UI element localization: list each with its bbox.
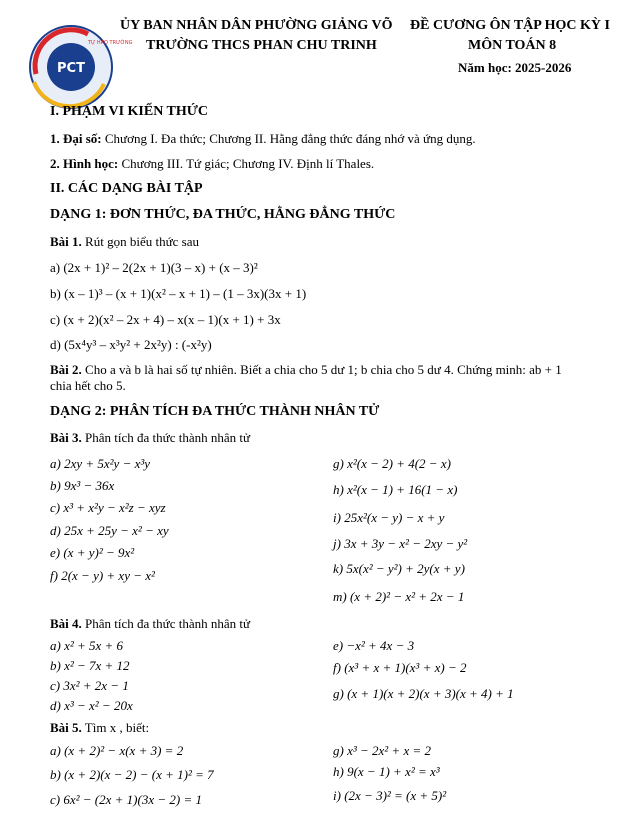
ex3-item: j) 3x + 3y − x² − 2xy − y²	[333, 536, 468, 551]
geometry-label: 2. Hình học:	[50, 156, 119, 171]
ex5-text: Tìm x , biết:	[81, 720, 150, 735]
ex3-item: d) 25x + 25y − x² − xy	[50, 523, 169, 538]
ex2-text: Cho a và b là hai số tự nhiên. Biết a chia cho 5 dư 1; b chia cho 5 dư 4. Chứng minh: ab + 1	[81, 362, 562, 377]
ex4-item: c) 3x² + 2x − 1	[50, 678, 129, 693]
ex3-item: a) 2xy + 5x²y − x³y	[50, 456, 151, 471]
ex2-label: Bài 2.	[50, 362, 82, 377]
algebra-label: 1. Đại số:	[50, 131, 102, 146]
ex3-item: k) 5x(x² − y²) + 2y(x + y)	[333, 561, 465, 576]
ex5-item: c) 6x² − (2x + 1)(3x − 2) = 1	[50, 792, 202, 807]
ex3-item: m) (x + 2)² − x² + 2x − 1	[333, 589, 465, 604]
ex5-item: g) x³ − 2x² + x = 2	[333, 743, 432, 758]
ex5-label: Bài 5.	[50, 720, 82, 735]
subject-title: MÔN TOÁN 8	[468, 38, 557, 53]
ex4-label: Bài 4.	[50, 616, 82, 631]
logo-arc-text: TỰ HÀO TRƯỜNG	[88, 40, 133, 46]
ex1-a: a) (2x + 1)² – 2(2x + 1)(3 – x) + (x – 3)²	[50, 260, 258, 275]
ex1-text: Rút gọn biểu thức sau	[81, 234, 199, 249]
ex2-line1	[50, 362, 562, 378]
ex3-item: i) 25x²(x − y) − x + y	[333, 510, 445, 525]
ex3-item: h) x²(x − 1) + 16(1 − x)	[333, 482, 458, 497]
algebra-text: Chương I. Đa thức; Chương II. Hằng đẳng thức đáng nhớ và ứng dụng.	[101, 131, 476, 146]
ex1-label: Bài 1.	[50, 234, 82, 249]
ex5-item: i) (2x − 3)² = (x + 5)²	[333, 788, 447, 803]
ex5-item: b) (x + 2)(x − 2) − (x + 1)² = 7	[50, 767, 214, 782]
ex1-c: c) (x + 2)(x² – 2x + 4) – x(x – 1)(x + 1) + 3x	[50, 312, 281, 327]
ex4-item: d) x³ − x² − 20x	[50, 698, 133, 713]
ex4-item: f) (x³ + x + 1)(x³ + x) − 2	[333, 660, 467, 675]
type2-title: DẠNG 2: PHÂN TÍCH ĐA THỨC THÀNH NHÂN TỬ	[50, 404, 380, 419]
scope-algebra	[50, 131, 476, 147]
ward-name: ỦY BAN NHÂN DÂN PHƯỜNG GIẢNG VÕ	[120, 18, 393, 33]
ex3-text: Phân tích đa thức thành nhân tử	[81, 430, 251, 445]
school-year: Năm học: 2025-2026	[458, 60, 572, 75]
ex4-item: a) x² + 5x + 6	[50, 638, 124, 653]
type1-title: DẠNG 1: ĐƠN THỨC, ĐA THỨC, HẰNG ĐẲNG THỨC	[50, 207, 396, 222]
ex3-item: c) x³ + x²y − x²z − xyz	[50, 500, 166, 515]
ex3-label: Bài 3.	[50, 430, 82, 445]
ex3-item: b) 9x³ − 36x	[50, 478, 115, 493]
ex4-heading	[50, 616, 250, 632]
ex3-item: e) (x + y)² − 9x²	[50, 545, 135, 560]
ex5-heading	[50, 720, 149, 736]
ex1-d: d) (5x⁴y³ – x³y² + 2x²y) : (-x²y)	[50, 337, 212, 352]
logo-text: PCT	[57, 61, 85, 76]
section-types-title: II. CÁC DẠNG BÀI TẬP	[50, 181, 203, 196]
ex1-b: b) (x – 1)³ – (x + 1)(x² – x + 1) – (1 – 3x)(3x + 1)	[50, 286, 307, 301]
scope-geometry	[50, 156, 374, 172]
ex3-item: g) x²(x − 2) + 4(2 − x)	[333, 456, 451, 471]
ex4-item: e) −x² + 4x − 3	[333, 638, 415, 653]
ex4-item: b) x² − 7x + 12	[50, 658, 130, 673]
doc-title: ĐỀ CƯƠNG ÔN TẬP HỌC KỲ I	[410, 18, 610, 33]
ex5-item: h) 9(x − 1) + x² = x³	[333, 764, 440, 779]
section-scope-title: I. PHẠM VI KIẾN THỨC	[50, 104, 209, 119]
geometry-text: Chương III. Tứ giác; Chương IV. Định lí Thales.	[118, 156, 375, 171]
ex3-item: f) 2(x − y) + xy − x²	[50, 568, 155, 583]
school-name: TRƯỜNG THCS PHAN CHU TRINH	[146, 38, 377, 53]
ex4-item: g) (x + 1)(x + 2)(x + 3)(x + 4) + 1	[333, 686, 514, 701]
ex1-heading	[50, 234, 199, 250]
school-logo	[28, 24, 133, 110]
ex5-item: a) (x + 2)² − x(x + 3) = 2	[50, 743, 184, 758]
ex2-line2: chia hết cho 5.	[50, 378, 126, 393]
ex3-heading	[50, 430, 250, 446]
ex4-text: Phân tích đa thức thành nhân tử	[81, 616, 251, 631]
